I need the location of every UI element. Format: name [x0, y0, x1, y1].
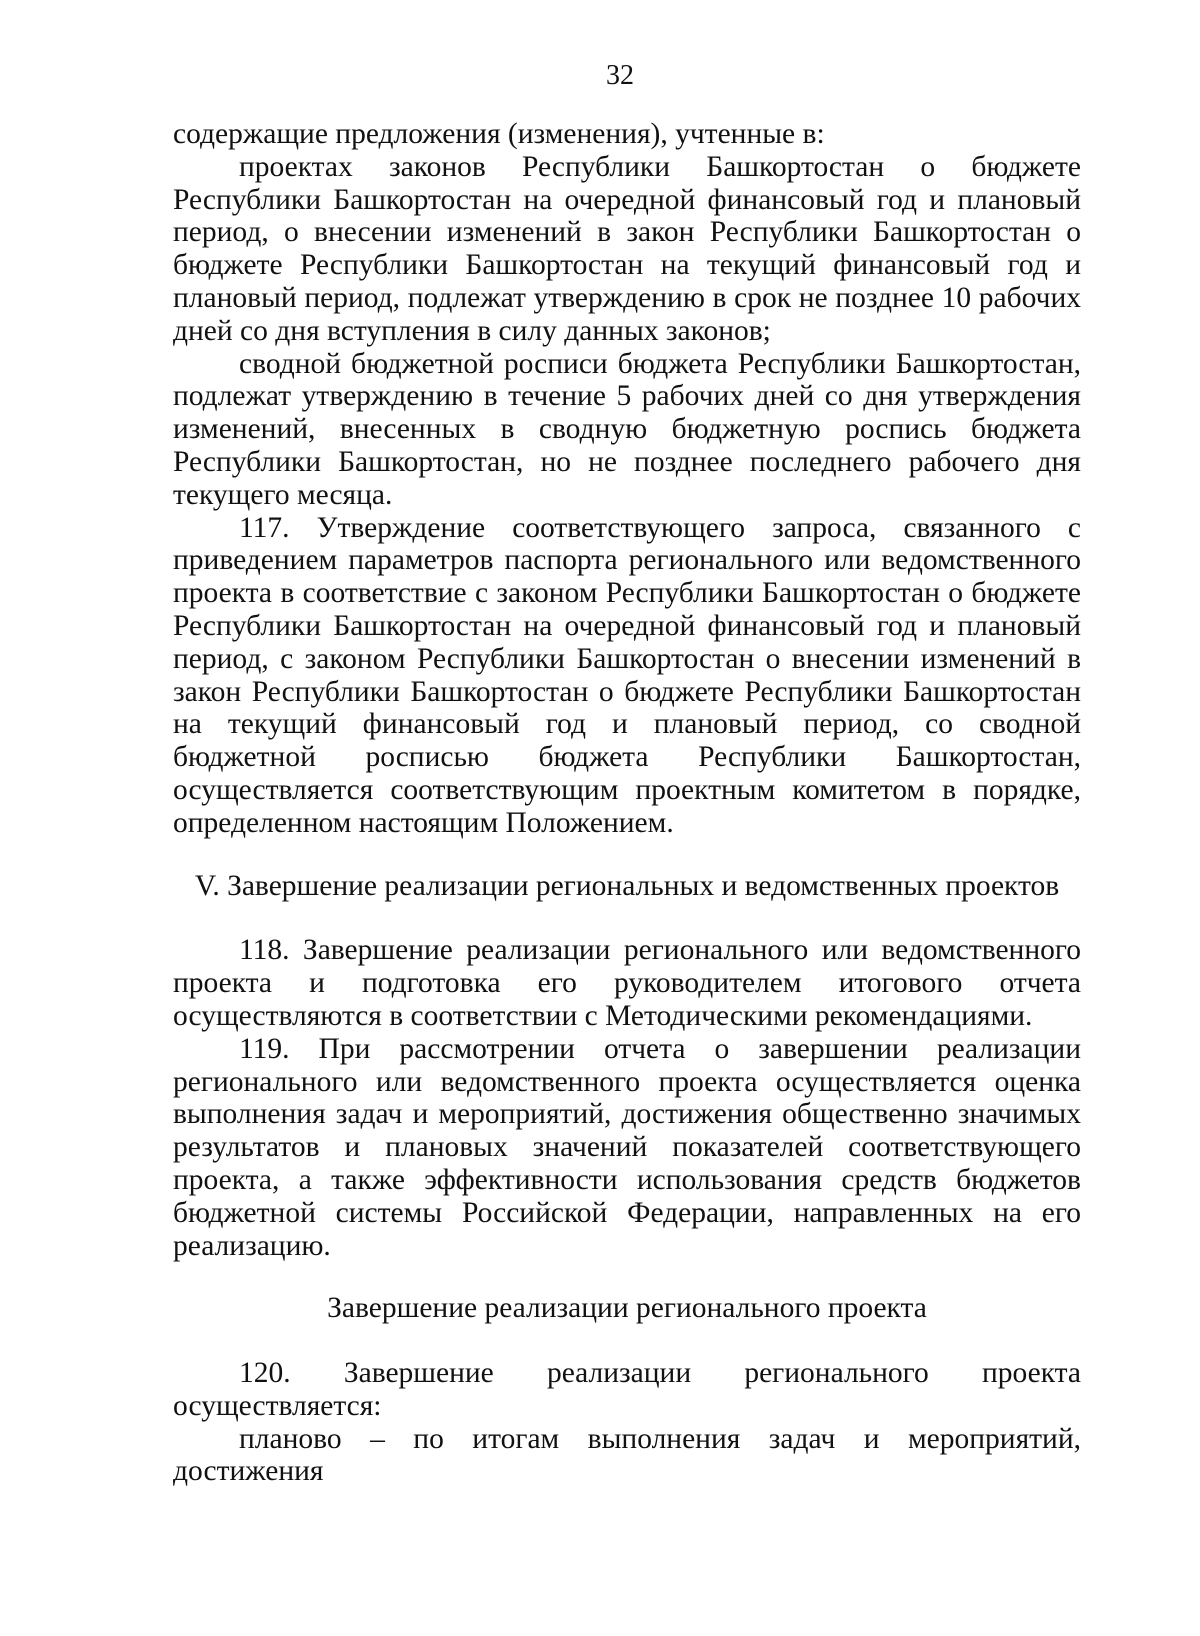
paragraph-planned: планово – по итогам выполнения задач и мероприятий, достижения — [173, 1422, 1081, 1488]
paragraph-117: 117. Утверждение соответствующего запроса, связанного с приведением параметров паспорта регионального или ведомственного проекта в соответствие с законом Республики Башкортостан о бюджете Республики Башкортостан на очередной финансовый год и плановый период, с законом Республики Башкортостан о внесении изменений в закон Республики Башкортостан о бюджете Республики Башкортостан на текущий финансовый год и плановый период, со сводной бюджетной росписью бюджета Республики Башкортостан, осуществляется соответствующим проектным комитетом в порядке, определенном настоящим Положением. — [173, 511, 1081, 839]
paragraph-119: 119. При рассмотрении отчета о завершении реализации регионального или ведомственного проекта осуществляется оценка выполнения задач и мероприятий, достижения общественно значимых результатов и плановых значений показателей соответствующего проекта, а также эффективности использования средств бюджетов бюджетной системы Российской Федерации, направленных на его реализацию. — [173, 1032, 1081, 1262]
paragraph-120: 120. Завершение реализации регионального проекта осуществляется: — [173, 1357, 1081, 1422]
paragraph-draft-laws: проектах законов Республики Башкортостан о бюджете Республики Башкортостан на очередной финансовый год и плановый период, о внесении изменений в закон Республики Башкортостан о бюджете Республики Башкортостан на текущий финансовый год и плановый период, подлежат утверждению в срок не позднее 10 рабочих дней со дня вступления в силу данных законов; — [173, 150, 1081, 347]
paragraph-continuation: содержащие предложения (изменения), учтенные в: — [173, 118, 825, 150]
section-title: V. Завершение реализации региональных и ведомственных проектов — [194, 869, 1060, 902]
document-body — [173, 118, 1081, 1488]
paragraph-118: 118. Завершение реализации регионального или ведомственного проекта и подготовка его руководителем итогового отчета осуществляются в соответствии с Методическими рекомендациями. — [173, 934, 1081, 1032]
paragraph-budget-list: сводной бюджетной росписи бюджета Республики Башкортостан, подлежат утверждению в течение 5 рабочих дней со дня утверждения изменений, внесенных в сводную бюджетную роспись бюджета Республики Башкортостан, но не позднее последнего рабочего дня текущего месяца. — [173, 347, 1081, 511]
subsection-title: Завершение реализации регионального проекта — [327, 1292, 927, 1325]
page-number: 32 — [606, 60, 634, 91]
